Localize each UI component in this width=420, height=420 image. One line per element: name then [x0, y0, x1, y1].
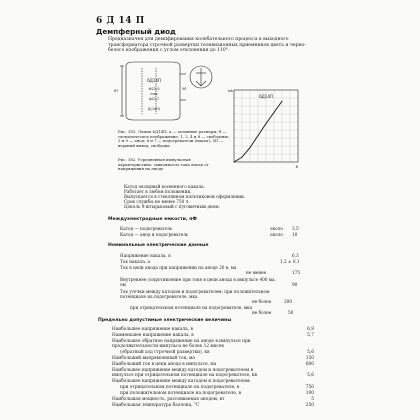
limits-row-value: 150 [305, 356, 314, 361]
limits-row-value: 600 [305, 362, 314, 367]
capacitance-row-label: Катод — анод и подогреватель [120, 232, 189, 237]
base-schematic [184, 60, 218, 94]
nominal-row-label: Ток в цепи анода при напряжении на аноде 20 в, ма [120, 265, 237, 270]
limits-row-label: Наименьшее напряжение накала, в [112, 333, 194, 338]
nominal-row-value: 175 [292, 270, 300, 275]
nominal-row-cond: не более [252, 310, 272, 315]
drawing-mark-offset: 50 [182, 87, 187, 91]
limits-row-value: 250 [305, 403, 314, 408]
limits-row-value: 5 [311, 397, 314, 402]
capacitance-row-cond: около [270, 226, 283, 231]
nominal-row-label: при отрицательном потенциале на подогревателе, мка [130, 305, 253, 310]
figure-caption-2: Рис. 182. Усредненная импульсная характеристика: зависимость тока анода от напряжения на аноде. [118, 157, 209, 172]
y-axis-label: мА [228, 89, 233, 93]
drawing-mark-max: max [150, 92, 158, 96]
intro-paragraph: Предназначен для демпфирования колебательного процесса в выходного трансформатора строчной развертки телевизионных приемников цвета и черно-белого изображения с углом отклонения до 110°. [108, 37, 306, 54]
nominal-row-label: Внутреннее сопротивление при токе в цепи анода в импульсе 400 ма, ом [120, 277, 276, 287]
x-axis-label: В [295, 165, 298, 169]
capacitance-row-label: Катод — подогреватель [120, 226, 173, 231]
limits-row-value: 100 [305, 391, 314, 396]
description-line: Срок службы не менее 750 ч. [124, 199, 190, 204]
limits-row-label: Наибольший выпрямленный ток, ма [112, 356, 195, 361]
page-title: Демпферный диод [96, 27, 176, 36]
data-point [274, 112, 275, 113]
limits-row-value: 5,7 [307, 333, 314, 338]
nominal-row-cond: не более [252, 299, 272, 304]
tube-outline [126, 62, 180, 120]
capacitance-row-value: 10 [292, 232, 298, 237]
nominal-row-label: Ток накала, а [120, 259, 150, 264]
data-point [242, 157, 243, 158]
nominal-row-label: Ток утечки между катодом и подогревателем: при положительном потенциале на подогревателе, мка [120, 289, 270, 299]
tube-code: 6 Д 14 П [96, 16, 145, 26]
limits-row-label: Наибольший ток в цепи анода в импульсе, ма [112, 362, 217, 367]
nominal-row-value: 200 [284, 299, 292, 304]
drawing-mark-label: Д(14П) [147, 107, 161, 111]
chart-grid [234, 90, 298, 162]
limits-heading: Предельно допустимые электрические величины [98, 318, 232, 323]
tube-drawing [112, 60, 192, 130]
capacitance-row-value: 3,5 [292, 226, 299, 231]
data-point [250, 147, 251, 148]
nominal-row-value: 1,2 ± 0,1 [280, 259, 300, 264]
data-point [234, 162, 235, 163]
data-point [266, 123, 267, 124]
drawing-mark-height: 67 [114, 89, 119, 93]
limits-row-label: Наибольшее обратное напряжение на аноде в импульсе при продолжительности импульса не более 12 мксек [112, 339, 251, 350]
nominal-row-value: 50 [288, 310, 294, 315]
limits-row-label: Наибольшая мощность, рассеиваемая анодом, вт [112, 397, 225, 402]
capacitance-row-cond: около [270, 232, 283, 237]
limits-row-value: 5,6 [307, 350, 314, 355]
description-line: Цоколь 9-штырьковый с пуговичным дном. [124, 204, 220, 209]
limits-row-label: при положительном потенциале на подогревателе, в [120, 391, 241, 396]
nominal-row-value: 6,3 [292, 253, 299, 258]
figure-caption-1: Рис. 181. Лампа 6Д14П: а — основные размеры; б — схематическое изображение; 1, 2, 4 и 8 — свободные; 3 и 9 — анод; 6 и 7 — подогреватели (накал); 5П — верхний вывод, свободна. [118, 129, 230, 149]
limits-row-label: (обратный ход строчной развертки), кв [120, 350, 210, 355]
description-line: Выпускается в стеклянном пальчиковом оформлении. [124, 194, 246, 199]
limits-row-value: 6,9 [307, 327, 314, 332]
description-list [124, 184, 334, 209]
drawing-mark-code: 6Д14П [147, 78, 161, 83]
nominal-row-label: Напряжение накала, в [120, 253, 171, 258]
description-line: Катод оксидный косвенного накала. [124, 184, 205, 189]
capacitance-heading: Междуэлектродные емкости, пФ [108, 217, 197, 222]
limits-row-label: Наибольшее напряжение между катодом и подогревателем в импульсе при отрицательном потенциале на подогревателе, кв [112, 368, 257, 379]
nominal-heading: Номинальные электрические данные [108, 243, 209, 248]
description-line: Работает в любом положении. [124, 189, 192, 194]
limits-row-label: Наибольшая температура баллона, °С [112, 403, 200, 408]
limits-row-label: Наибольшее напряжение накала, в [112, 327, 193, 332]
chart-title: 6Д14П [259, 94, 273, 99]
limits-row-label: при отрицательном потенциале на подогревателе, в [120, 385, 240, 390]
limits-row-label: Наибольшее напряжение между катодом и подогревателем: [112, 379, 251, 384]
data-point [258, 135, 259, 136]
characteristic-chart [226, 86, 302, 170]
nominal-row-value: 90 [292, 282, 298, 287]
data-point [282, 101, 283, 102]
nominal-row-cond: не менее [246, 270, 267, 275]
limits-row-value: 750 [305, 385, 314, 390]
drawing-mark-diameter2: ф21,7 [148, 97, 160, 101]
limits-row-value: 5,6 [307, 373, 314, 378]
drawing-mark-diameter: Ф22,5 [148, 87, 160, 91]
